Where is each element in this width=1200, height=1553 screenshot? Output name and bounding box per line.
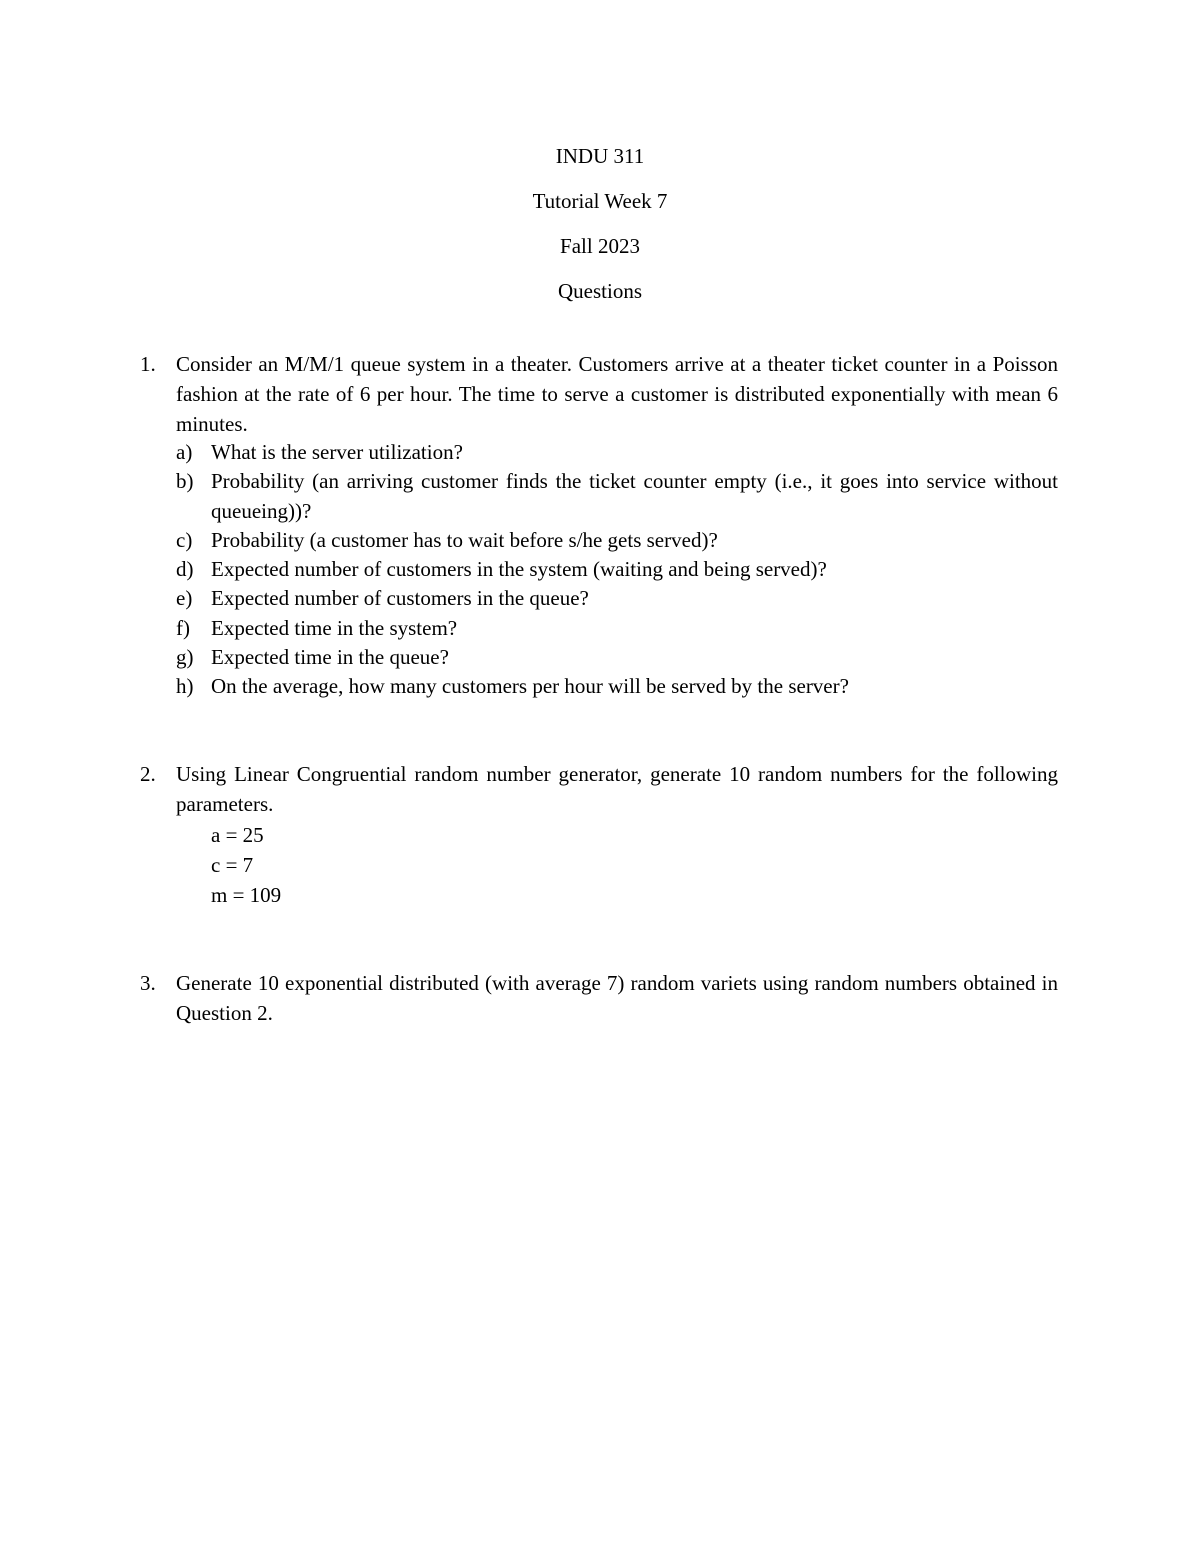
- question-text: Using Linear Congruential random number generator, generate 10 random numbers for the following parameters.: [176, 762, 1058, 816]
- sub-question-text: Expected number of customers in the system (waiting and being served)?: [211, 557, 827, 581]
- sub-question-text: Probability (a customer has to wait before s/he gets served)?: [211, 528, 718, 552]
- sub-question-text: On the average, how many customers per hour will be served by the server?: [211, 674, 849, 698]
- tutorial-title: Tutorial Week 7: [532, 189, 668, 213]
- sub-question-text: What is the server utilization?: [211, 440, 463, 464]
- sub-question-letter: c): [176, 528, 193, 552]
- term: Fall 2023: [560, 234, 640, 258]
- sub-question-text: Expected number of customers in the queue?: [211, 586, 589, 610]
- sub-question-text: Probability (an arriving customer finds the ticket counter empty (i.e., it goes into service without queueing))?: [211, 469, 1058, 523]
- question-number: 3.: [140, 971, 156, 995]
- question-text: Consider an M/M/1 queue system in a theater. Customers arrive at a theater ticket counter in a Poisson fashion at the rate of 6 per hour. The time to serve a customer is distributed exponentially with mean 6 minutes.: [176, 352, 1058, 436]
- sub-question-text: Expected time in the system?: [211, 616, 458, 640]
- question-text: Generate 10 exponential distributed (with average 7) random variets using random numbers obtained in Question 2.: [176, 971, 1058, 1025]
- sub-question-letter: f): [176, 616, 190, 640]
- section-heading: Questions: [558, 279, 642, 303]
- course-code: INDU 311: [555, 144, 645, 168]
- question-number: 2.: [140, 762, 156, 786]
- sub-question-letter: b): [176, 469, 194, 493]
- sub-question-letter: a): [176, 440, 193, 464]
- sub-question-letter: e): [176, 586, 193, 610]
- parameter-m: m = 109: [211, 883, 282, 907]
- sub-question-letter: d): [176, 557, 194, 581]
- sub-question-text: Expected time in the queue?: [211, 645, 449, 669]
- sub-question-letter: h): [176, 674, 194, 698]
- sub-question-letter: g): [176, 645, 194, 669]
- parameter-a: a = 25: [211, 823, 264, 847]
- question-number: 1.: [140, 352, 156, 376]
- parameter-c: c = 7: [211, 853, 254, 877]
